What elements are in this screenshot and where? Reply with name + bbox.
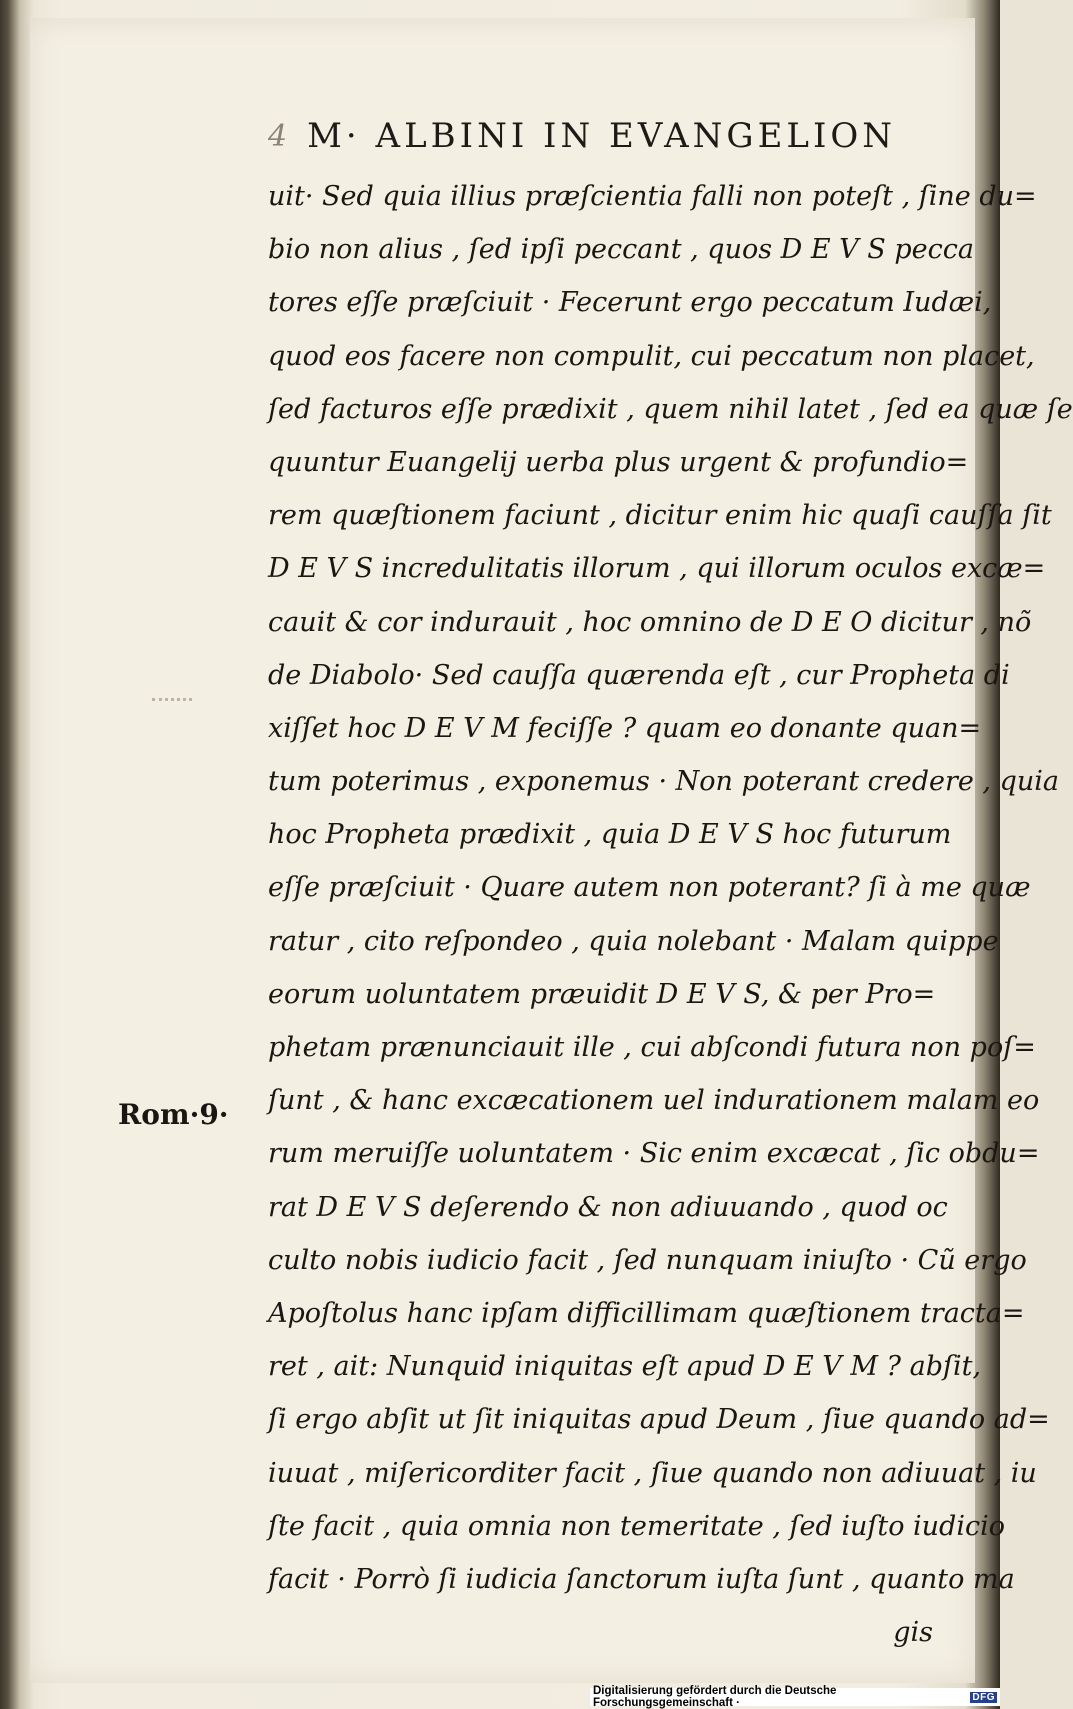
text-line: iuuat , miſericorditer facit , ſiue quando non adiuuat , iu — [268, 1457, 1037, 1489]
text-line: ſed facturos eſſe prædixit , quem nihil latet , ſed ea quæ ſe — [268, 393, 1073, 425]
text-line: ſi ergo abſit ut ſit iniquitas apud Deum , ſiue quando ad= — [268, 1404, 1050, 1436]
dfg-logo: DFG — [972, 1691, 995, 1703]
text-line: culto nobis iudicio facit , ſed nunquam iniuſto · Cũ ergo — [268, 1244, 1027, 1276]
text-line: facit · Porrò ſi iudicia ſanctorum iuſta ſunt , quanto ma — [268, 1563, 1015, 1595]
running-head — [268, 112, 918, 160]
text-line: Apoſtolus hanc ipſam difficillimam quæſtionem tracta= — [268, 1297, 1025, 1329]
text-line: tum poterimus , exponemus · Non poterant credere , quia — [268, 766, 1059, 798]
text-line: hoc Propheta prædixit , quia D E V S hoc futurum — [268, 819, 952, 851]
text-line: rem quæſtionem faciunt , dicitur enim hic quaſi cauſſa ſit — [268, 500, 1052, 532]
text-line: cauit & cor indurauit , hoc omnino de D E O dicitur , nõ — [268, 606, 1032, 638]
text-line: rum meruiſſe uoluntatem · Sic enim excæcat , ſic obdu= — [268, 1138, 1040, 1170]
text-line: tores eſſe præſciuit · Fecerunt ergo peccatum Iudæi, — [268, 287, 992, 319]
credit-text: Digitalisierung gefördert durch die Deutsche Forschungsgemeinschaft · — [593, 1685, 837, 1709]
text-line: xiſſet hoc D E V M feciſſe ? quam eo donante quan= — [268, 712, 982, 744]
text-line: ratur , cito reſpondeo , quia nolebant · Malam quippe — [268, 925, 999, 957]
text-line: quuntur Euangelij uerba plus urgent & profundio= — [268, 446, 969, 478]
text-line: quod eos facere non compulit, cui peccatum non placet, — [268, 340, 1035, 372]
page-folio: 4 — [268, 118, 288, 154]
marginal-note: Rom·9· — [118, 1098, 229, 1131]
text-line: rat D E V S deſerendo & non adiuuando , quod oc — [268, 1191, 948, 1223]
bleed-through-mark — [152, 698, 192, 711]
text-line: eſſe præſciuit · Quare autem non poterant? ſi à me quæ — [268, 872, 1031, 904]
text-line: bio non alius , ſed ipſi peccant , quos D E V S pecca — [268, 234, 974, 266]
catchword: gis — [893, 1617, 933, 1649]
text-line: de Diabolo· Sed cauſſa quærenda eſt , cur Propheta di — [268, 659, 1010, 691]
text-line: D E V S incredulitatis illorum , qui illorum oculos excæ= — [268, 553, 1046, 585]
text-line: ſte facit , quia omnia non temeritate , ſed iuſto iudicio — [268, 1510, 1005, 1542]
text-line: uit· Sed quia illius præſcientia falli non poteſt , ſine du= — [268, 181, 1037, 212]
text-line: ſunt , & hanc excæcationem uel indurationem malam eo — [268, 1085, 1040, 1117]
text-line: ret , ait: Nunquid iniquitas eſt apud D E V M ? abſit, — [268, 1351, 982, 1383]
digitization-credit — [590, 1685, 1000, 1709]
text-line: eorum uoluntatem præuidit D E V S, & per Pro= — [268, 978, 936, 1010]
running-head-title: M· ALBINI IN EVANGELION — [307, 116, 897, 156]
text-line: phetam prænunciauit ille , cui abſcondi futura non poſ= — [268, 1032, 1036, 1063]
text-block — [268, 170, 1073, 1659]
